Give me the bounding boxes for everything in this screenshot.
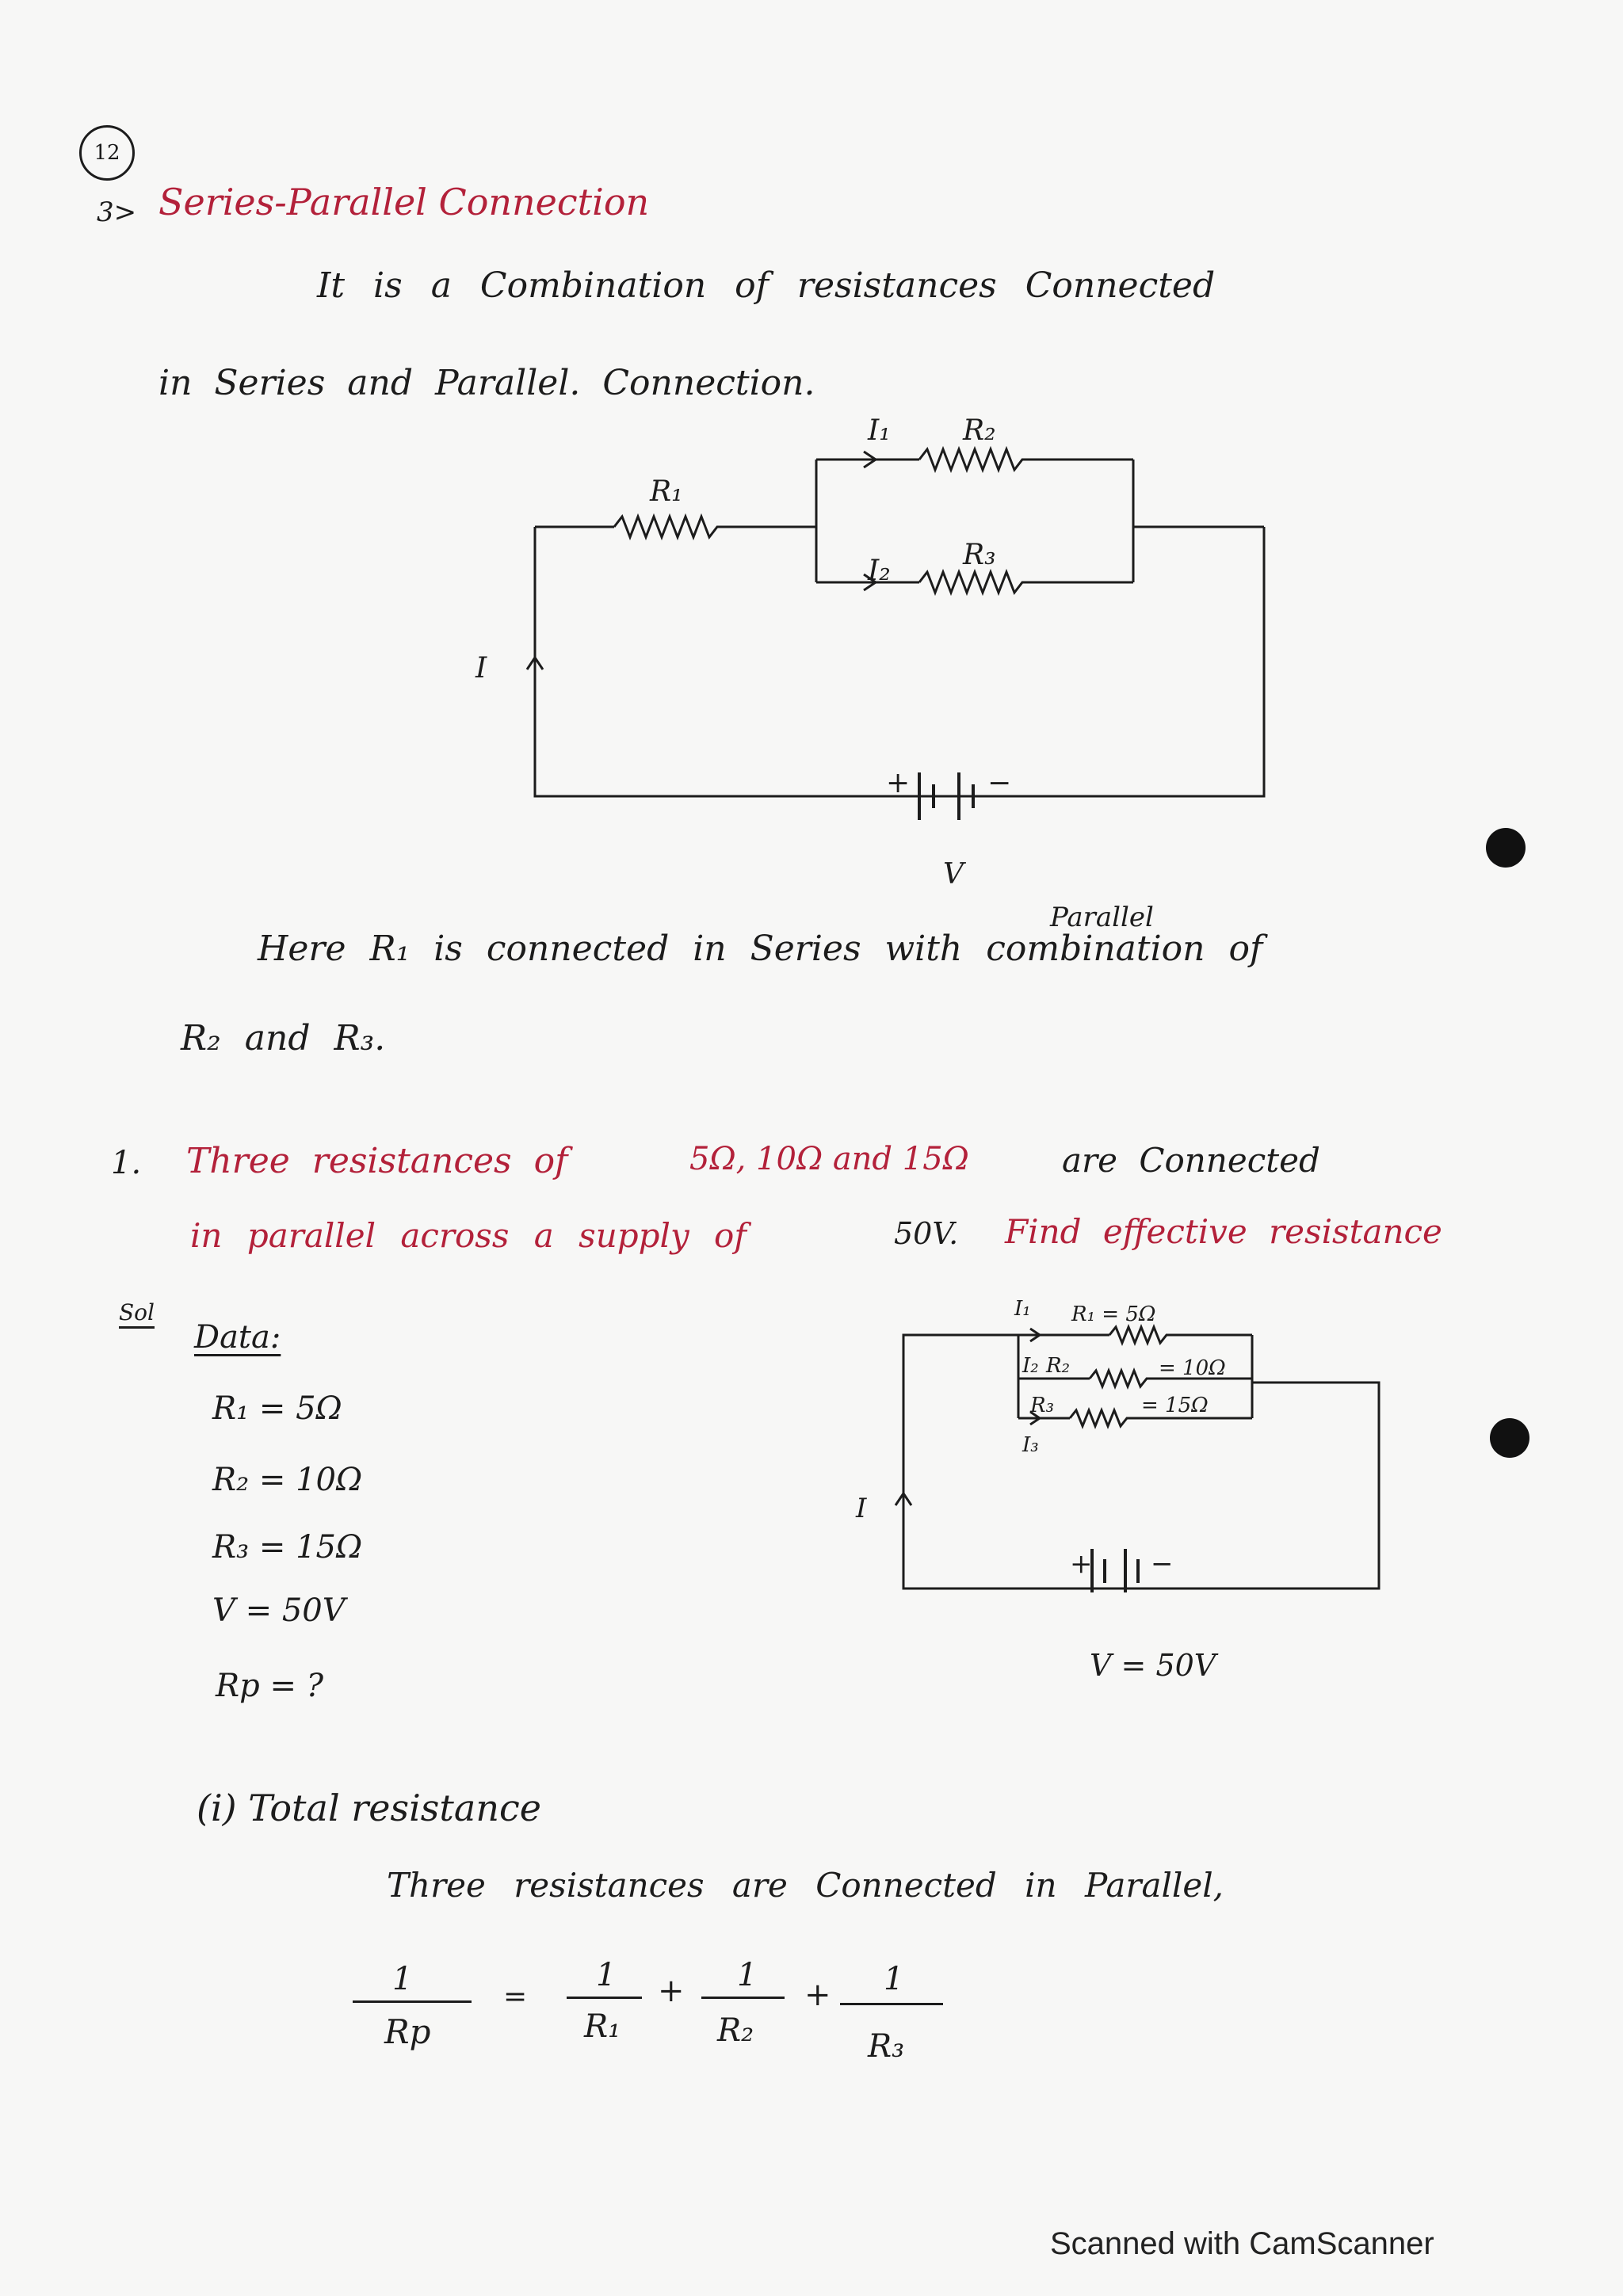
- camscanner-watermark: Scanned with CamScanner: [1050, 2226, 1434, 2261]
- formula-lhs-num: 1: [392, 1961, 413, 1997]
- problem-voltage: 50V.: [894, 1216, 959, 1251]
- data-r1: R₁ = 5Ω: [212, 1390, 342, 1427]
- data-r2: R₂ = 10Ω: [212, 1462, 363, 1498]
- formula-t1-den: R₁: [584, 2008, 621, 2045]
- label-i: I: [475, 652, 487, 685]
- formula-plus-2: +: [804, 1977, 831, 2013]
- solution-label: Sol: [119, 1299, 155, 1325]
- annotation-parallel: Parallel: [1050, 902, 1154, 933]
- label2-r1: R₁ = 5Ω: [1071, 1302, 1156, 1326]
- label2-v: V = 50V: [1090, 1648, 1216, 1683]
- label-v: V: [943, 858, 964, 891]
- label2-r2: R₂: [1046, 1354, 1070, 1378]
- problem-values: 5Ω, 10Ω and 15Ω: [689, 1141, 969, 1177]
- intro-line-1: It is a Combination of resistances Connected: [317, 265, 1216, 306]
- label2-i: I: [856, 1493, 867, 1524]
- data-v: V = 50V: [212, 1592, 346, 1629]
- problem-text-1a: Three resistances of: [186, 1141, 568, 1181]
- section-number: 3>: [97, 196, 137, 228]
- label-r1: R₁: [650, 475, 683, 508]
- problem-text-1b: are Connected: [1062, 1141, 1320, 1180]
- label-r3: R₃: [963, 539, 996, 571]
- total-resistance-heading: (i) Total resistance: [197, 1787, 541, 1829]
- resistor-r1-2: [1109, 1327, 1252, 1343]
- label2-i2: I₂: [1022, 1354, 1039, 1378]
- section-title: Series-Parallel Connection: [158, 181, 650, 223]
- label-i2: I₂: [868, 555, 891, 587]
- problem-text-2a: in parallel across a supply of: [190, 1216, 747, 1255]
- battery2-minus: −: [1151, 1548, 1174, 1580]
- formula-t1-num: 1: [596, 1957, 617, 1993]
- resistor-r1: [614, 517, 816, 537]
- label2-r3-value: = 15Ω: [1141, 1394, 1209, 1417]
- formula-t3-bar: [840, 2003, 943, 2005]
- punch-hole-bottom: [1490, 1418, 1529, 1458]
- formula-t3-den: R₃: [868, 2028, 905, 2065]
- formula-t2-bar: [701, 1997, 785, 1999]
- parallel-circuit-diagram: [896, 1327, 1379, 1592]
- intro-line-2: in Series and Parallel. Connection.: [158, 363, 815, 403]
- explanation-line-2: R₂ and R₃.: [181, 1018, 386, 1058]
- explanation-line-1: Here R₁ is connected in Series with combination of: [258, 929, 1263, 969]
- page-number: 12: [79, 125, 135, 181]
- data-rp: Rp = ?: [216, 1668, 324, 1704]
- formula-lhs-den: Rp: [384, 2012, 431, 2051]
- label2-r2-value: = 10Ω: [1159, 1356, 1226, 1380]
- label2-r3: R₃: [1030, 1394, 1054, 1417]
- problem-text-2b: Find effective resistance: [1005, 1212, 1442, 1251]
- label-i1: I₁: [868, 414, 891, 447]
- punch-hole-top: [1486, 828, 1526, 868]
- formula-t3-num: 1: [884, 1961, 904, 1997]
- data-heading: Data:: [194, 1319, 281, 1356]
- data-r3: R₃ = 15Ω: [212, 1529, 363, 1566]
- formula-t2-den: R₂: [717, 2012, 754, 2049]
- formula-t2-num: 1: [737, 1957, 758, 1993]
- resistor-r3: [919, 572, 1133, 593]
- total-resistance-line: Three resistances are Connected in Parallel,: [387, 1866, 1224, 1905]
- formula-lhs-bar: [353, 2000, 472, 2003]
- battery-plus: +: [886, 767, 911, 799]
- label2-i3: I₃: [1022, 1433, 1039, 1457]
- battery2-plus: +: [1070, 1548, 1093, 1580]
- formula-equals: =: [503, 1981, 528, 2013]
- label2-i1: I₁: [1014, 1297, 1031, 1321]
- resistor-r2: [919, 449, 1133, 470]
- problem-number: 1.: [111, 1145, 142, 1181]
- battery-minus: −: [987, 767, 1012, 799]
- formula-plus-1: +: [658, 1973, 685, 2009]
- formula-t1-bar: [567, 1997, 642, 1999]
- label-r2: R₂: [963, 414, 996, 447]
